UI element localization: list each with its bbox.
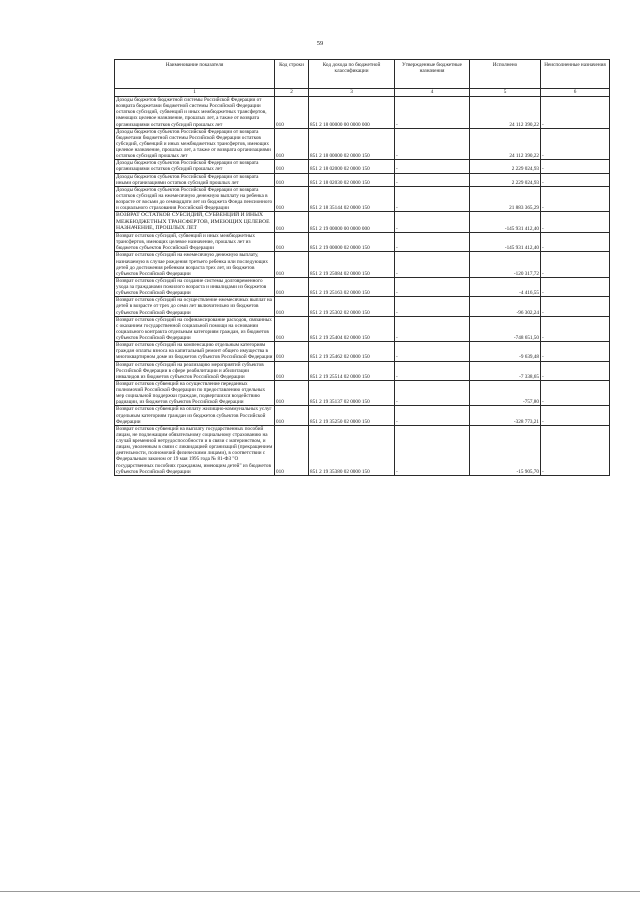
row-income-code: 851 2 19 25302 02 0000 150 — [309, 297, 395, 316]
row-line-code: 010 — [275, 316, 309, 342]
table-row — [115, 297, 610, 316]
row-line-code: 010 — [275, 212, 309, 233]
row-approved: - — [395, 342, 470, 361]
table-row — [115, 277, 610, 296]
row-name: Возврат остатков субсидий на создание системы долговременного ухода за гражданами пожилого возраста и инвалидами из бюджетов субъектов Российской Федерации — [115, 277, 275, 296]
table-row — [115, 212, 610, 233]
row-unexecuted: - — [541, 233, 610, 252]
row-approved: - — [395, 252, 470, 278]
row-line-code: 010 — [275, 233, 309, 252]
row-line-code: 010 — [275, 128, 309, 160]
row-executed: -145 931 412,40 — [470, 233, 541, 252]
row-unexecuted: - — [541, 212, 610, 233]
table-row — [115, 186, 610, 212]
column-number: 2 — [275, 89, 309, 97]
row-unexecuted: - — [541, 297, 610, 316]
row-executed: -7 338,65 — [470, 361, 541, 380]
table-header-row — [115, 60, 610, 89]
row-approved: - — [395, 97, 470, 129]
row-name: Возврат остатков субсидий на ежемесячную денежную выплату, назначаемую в случае рождения третьего ребенка или последующих детей до достижения ребенком возраста трех лет, из бюджетов субъектов Российской Федерации — [115, 252, 275, 278]
row-approved: - — [395, 160, 470, 173]
row-line-code: 010 — [275, 406, 309, 425]
row-income-code: 851 2 18 35144 02 0000 150 — [309, 186, 395, 212]
row-line-code: 010 — [275, 160, 309, 173]
header-unexecuted: Неисполненные назначения — [541, 60, 610, 89]
row-name: Доходы бюджетов субъектов Российской Федерации от возврата иными организациями остатков субсидий прошлых лет — [115, 173, 275, 186]
page-number: 59 — [316, 40, 324, 47]
row-line-code: 010 — [275, 186, 309, 212]
column-numbers-row — [115, 89, 610, 97]
row-unexecuted: - — [541, 316, 610, 342]
row-unexecuted: - — [541, 97, 610, 129]
row-income-code: 851 2 19 25514 02 0000 150 — [309, 361, 395, 380]
row-name: Доходы бюджетов бюджетной системы Российской Федерации от возврата бюджетами бюджетной системы Российской Федерации остатков субсидий, субвенций и иных межбюджетных трансфертов, имеющих целевое назначение, прошлых лет, а также от возврата организациями остатков субсидий прошлых лет — [115, 97, 275, 129]
row-name: Доходы бюджетов субъектов Российской Федерации от возврата бюджетами бюджетной системы Российской Федерации остатков субсидий, субвенций и иных межбюджетных трансфертов, имеющих целевое назначение, прошлых лет, а также от возврата организациями остатков субсидий прошлых лет — [115, 128, 275, 160]
row-approved: - — [395, 233, 470, 252]
row-income-code: 851 2 19 25163 02 0000 150 — [309, 277, 395, 296]
row-unexecuted: - — [541, 173, 610, 186]
table-row — [115, 128, 610, 160]
row-approved: - — [395, 212, 470, 233]
row-executed: 21 883 365,29 — [470, 186, 541, 212]
row-income-code: 851 2 19 35137 02 0000 150 — [309, 380, 395, 406]
column-number: 5 — [470, 89, 541, 97]
column-number: 6 — [541, 89, 610, 97]
row-income-code: 851 2 18 00000 00 0000 000 — [309, 97, 395, 129]
row-unexecuted: - — [541, 252, 610, 278]
table-row — [115, 316, 610, 342]
row-income-code: 851 2 19 00000 02 0000 150 — [309, 233, 395, 252]
header-executed: Исполнено — [470, 60, 541, 89]
table-row — [115, 97, 610, 129]
row-income-code: 851 2 19 25084 02 0000 150 — [309, 252, 395, 278]
row-line-code: 010 — [275, 97, 309, 129]
header-line-code: Код строки — [275, 60, 309, 89]
row-income-code: 851 2 19 25404 02 0000 150 — [309, 316, 395, 342]
table-row — [115, 252, 610, 278]
row-line-code: 010 — [275, 173, 309, 186]
row-line-code: 010 — [275, 277, 309, 296]
row-name: Возврат остатков субсидий на реализацию мероприятий субъектов Российской Федерации в сфере реабилитации и абилитации инвалидов из бюджетов субъектов Российской Федерации — [115, 361, 275, 380]
row-name: Доходы бюджетов субъектов Российской Федерации от возврата организациями остатков субсидий прошлых лет — [115, 160, 275, 173]
row-name: Возврат остатков субвенций на оплату жилищно-коммунальных услуг отдельным категориям граждан из бюджетов субъектов Российской Федерации — [115, 406, 275, 425]
column-number: 3 — [309, 89, 395, 97]
row-line-code: 010 — [275, 425, 309, 475]
row-executed: -748 651,50 — [470, 316, 541, 342]
row-approved: - — [395, 406, 470, 425]
row-name: Возврат остатков субсидий на осуществление ежемесячных выплат на детей в возрасте от трех до семи лет включительно из бюджетов субъектов Российской Федерации — [115, 297, 275, 316]
row-name: Возврат остатков субсидий на софинансирование расходов, связанных с оказанием государственной социальной помощи на основании социального контракта отдельным категориям граждан, из бюджетов субъектов Российской Федерации — [115, 316, 275, 342]
row-name: Возврат остатков субвенций на осуществление переданных полномочий Российской Федерации по предоставлению отдельных мер социальной поддержки граждан, подвергшихся воздействию радиации, из бюджетов субъектов Российской Федерации — [115, 380, 275, 406]
row-executed: -96 302,24 — [470, 297, 541, 316]
table-row — [115, 361, 610, 380]
column-number: 4 — [395, 89, 470, 97]
row-income-code: 851 2 19 25462 02 0000 150 — [309, 342, 395, 361]
row-unexecuted: - — [541, 277, 610, 296]
row-unexecuted: - — [541, 128, 610, 160]
row-income-code: 851 2 18 02030 02 0000 150 — [309, 173, 395, 186]
row-line-code: 010 — [275, 342, 309, 361]
row-executed: -120 317,72 — [470, 252, 541, 278]
row-unexecuted: - — [541, 361, 610, 380]
table-row — [115, 342, 610, 361]
row-unexecuted: - — [541, 342, 610, 361]
table-row — [115, 173, 610, 186]
row-executed: -9 639,48 — [470, 342, 541, 361]
row-approved: - — [395, 361, 470, 380]
header-name: Наименование показателя — [115, 60, 275, 89]
page-bottom-divider — [0, 891, 640, 892]
row-executed: -145 931 412,40 — [470, 212, 541, 233]
row-name: Возврат остатков субсидий, субвенций и иных межбюджетных трансфертов, имеющих целевое назначение, прошлых лет из бюджетов субъектов Российской Федерации — [115, 233, 275, 252]
row-executed: 24 112 390,22 — [470, 128, 541, 160]
table-row — [115, 233, 610, 252]
row-name: Доходы бюджетов субъектов Российской Федерации от возврата остатков субсидий на ежемесячную денежную выплату на ребенка в возрасте от восьми до семнадцати лет из бюджета Фонда пенсионного и социального страхования Российской Федерации — [115, 186, 275, 212]
row-executed: -15 905,70 — [470, 425, 541, 475]
row-approved: - — [395, 277, 470, 296]
row-income-code: 851 2 19 00000 00 0000 000 — [309, 212, 395, 233]
row-unexecuted: - — [541, 160, 610, 173]
row-executed: 2 229 024,93 — [470, 173, 541, 186]
table-row — [115, 160, 610, 173]
row-executed: 24 112 390,22 — [470, 97, 541, 129]
row-name: Возврат остатков субвенций на выплату государственных пособий лицам, не подлежащим обязательному социальному страхованию на случай временной нетрудоспособности и в связи с материнством, и лицам, уволенным в связи с ликвидацией организаций (прекращением деятельности, полномочий физическими лицами), в соответствии с Федеральным законом от 19 мая 1995 года № 81-ФЗ "О государственных пособиях гражданам, имеющим детей" из бюджетов субъектов Российской Федерации — [115, 425, 275, 475]
row-executed: -4 416,55 — [470, 277, 541, 296]
row-income-code: 851 2 18 00000 02 0000 150 — [309, 128, 395, 160]
row-approved: - — [395, 173, 470, 186]
row-unexecuted: - — [541, 406, 610, 425]
row-name: Возврат остатков субсидий на компенсацию отдельным категориям граждан оплаты взноса на капитальный ремонт общего имущества в многоквартирном доме из бюджетов субъектов Российской Федерации — [115, 342, 275, 361]
row-name: ВОЗВРАТ ОСТАТКОВ СУБСИДИЙ, СУБВЕНЦИЙ И ИНЫХ МЕЖБЮДЖЕТНЫХ ТРАНСФЕРТОВ, ИМЕЮЩИХ ЦЕЛЕВОЕ НАЗНАЧЕНИЕ, ПРОШЛЫХ ЛЕТ — [115, 212, 275, 233]
row-line-code: 010 — [275, 380, 309, 406]
row-unexecuted: - — [541, 425, 610, 475]
row-approved: - — [395, 297, 470, 316]
row-line-code: 010 — [275, 252, 309, 278]
row-executed: -757,80 — [470, 380, 541, 406]
row-income-code: 851 2 19 35250 02 0000 150 — [309, 406, 395, 425]
row-unexecuted: - — [541, 186, 610, 212]
row-approved: - — [395, 380, 470, 406]
row-executed: 2 229 024,93 — [470, 160, 541, 173]
row-unexecuted: - — [541, 380, 610, 406]
column-number: 1 — [115, 89, 275, 97]
row-approved: - — [395, 316, 470, 342]
row-approved: - — [395, 425, 470, 475]
table-row — [115, 380, 610, 406]
row-line-code: 010 — [275, 297, 309, 316]
row-executed: -328 773,21 — [470, 406, 541, 425]
table-row — [115, 406, 610, 425]
row-income-code: 851 2 18 02000 02 0000 150 — [309, 160, 395, 173]
row-approved: - — [395, 128, 470, 160]
table-row — [115, 425, 610, 475]
row-line-code: 010 — [275, 361, 309, 380]
income-report-table — [114, 59, 610, 476]
row-income-code: 851 2 19 35380 02 0000 150 — [309, 425, 395, 475]
header-approved: Утвержденные бюджетные назначения — [395, 60, 470, 89]
header-income-code: Код дохода по бюджетной классификации — [309, 60, 395, 89]
row-approved: - — [395, 186, 470, 212]
